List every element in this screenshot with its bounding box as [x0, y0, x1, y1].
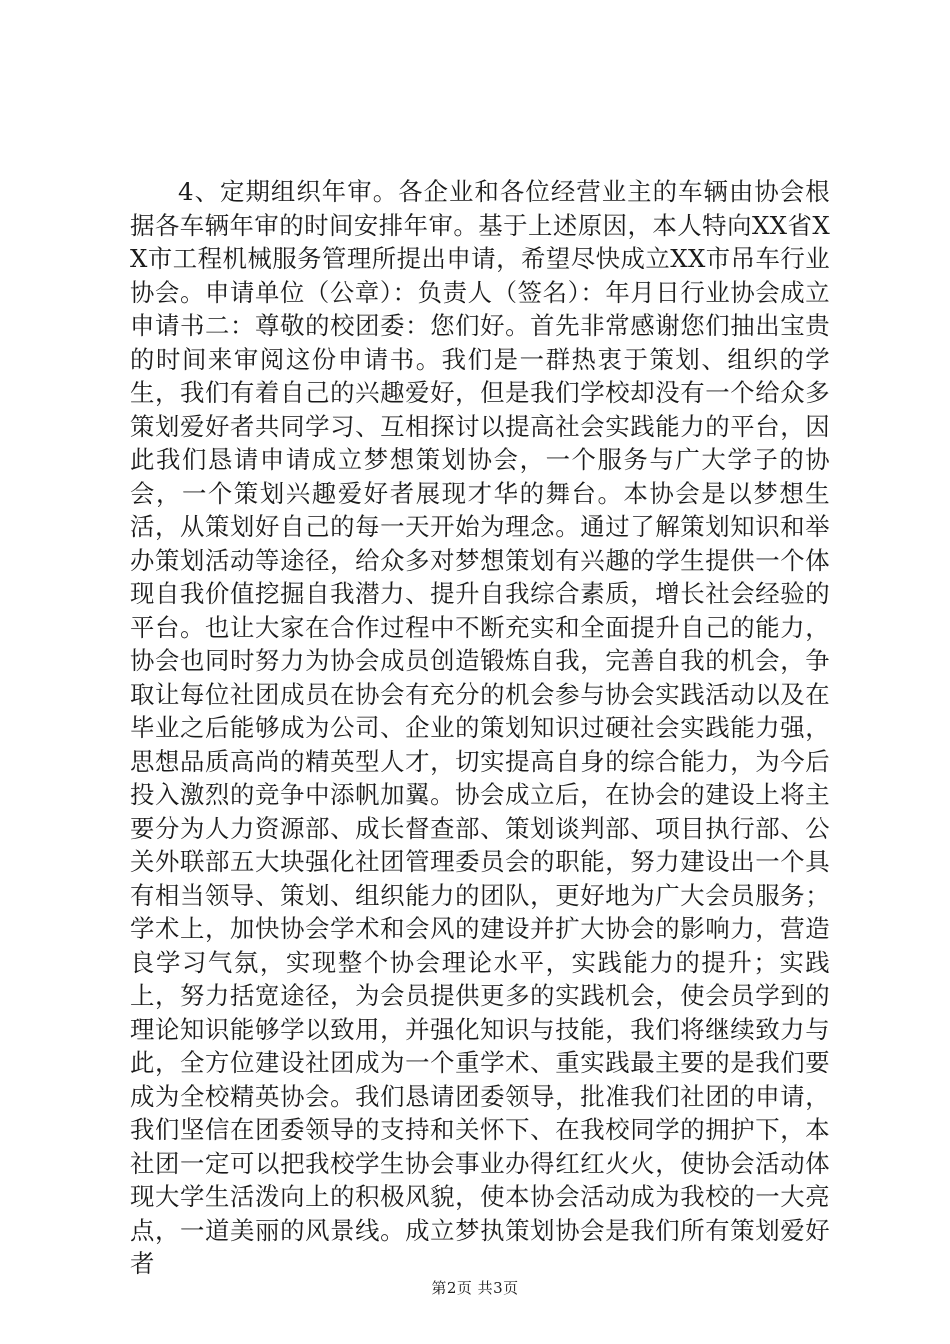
- body-paragraph: 4、定期组织年审。各企业和各位经营业主的车辆由协会根据各车辆年审的时间安排年审。基于上述原因，本人特向XX省XX市工程机械服务管理所提出申请，希望尽快成立XX市吊车行业协会。申请单位（公章）：负责人（签名）：年月日行业协会成立申请书二：尊敬的校团委：您们好。首先非常感谢您们抽出宝贵的时间来审阅这份申请书。我们是一群热衷于策划、组织的学生，我们有着自己的兴趣爱好，但是我们学校却没有一个给众多策划爱好者共同学习、互相探讨以提高社会实践能力的平台，因此我们恳请申请成立梦想策划协会，一个服务与广大学子的协会，一个策划兴趣爱好者展现才华的舞台。本协会是以梦想生活，从策划好自己的每一天开始为理念。通过了解策划知识和举办策划活动等途径，给众多对梦想策划有兴趣的学生提供一个体现自我价值挖掘自我潜力、提升自我综合素质，增长社会经验的平台。也让大家在合作过程中不断充实和全面提升自己的能力，协会也同时努力为协会成员创造锻炼自我，完善自我的机会，争取让每位社团成员在协会有充分的机会参与协会实践活动以及在毕业之后能够成为公司、企业的策划知识过硬社会实践能力强，思想品质高尚的精英型人才，切实提高自身的综合能力，为今后投入激烈的竞争中添帆加翼。协会成立后，在协会的建设上将主要分为人力资源部、成长督查部、策划谈判部、项目执行部、公关外联部五大块强化社团管理委员会的职能，努力建设出一个具有相当领导、策划、组织能力的团队，更好地为广大会员服务；学术上，加快协会学术和会风的建设并扩大协会的影响力，营造良学习气氛，实现整个协会理论水平，实践能力的提升；实践上，努力括宽途径，为会员提供更多的实践机会，使会员学到的理论知识能够学以致用，并强化知识与技能，我们将继续致力与此，全方位建设社团成为一个重学术、重实践最主要的是我们要成为全校精英协会。我们恳请团委领导，批准我们社团的申请，我们坚信在团委领导的支持和关怀下、在我校同学的拥护下，本社团一定可以把我校学生协会事业办得红红火火，使协会活动体现大学生活泼向上的积极风貌，使本协会活动成为我校的一大亮点，一道美丽的风景线。成立梦执策划协会是我们所有策划爱好者: [130, 177, 830, 1278]
- page-number-footer: 第2页 共3页: [431, 1279, 519, 1297]
